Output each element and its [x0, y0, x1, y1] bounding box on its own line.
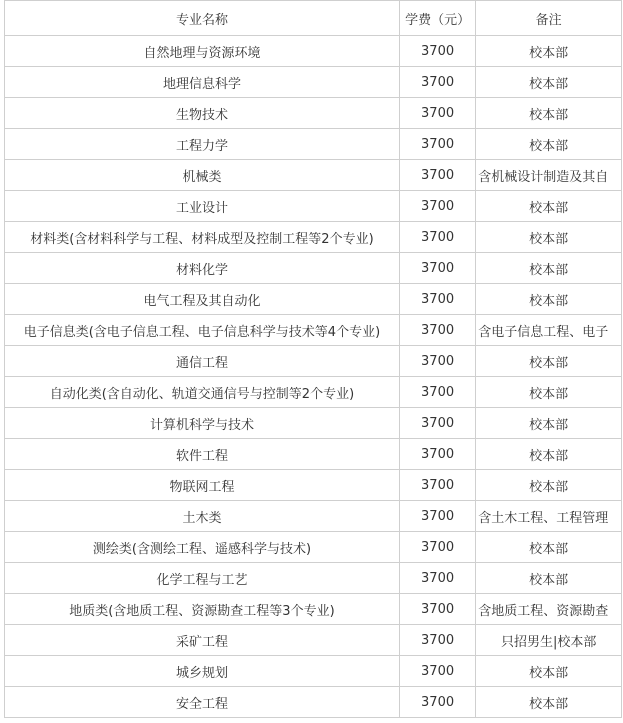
table-row	[5, 408, 622, 439]
major-name-cell: 自然地理与资源环境	[5, 36, 400, 67]
table-row	[5, 656, 622, 687]
major-name-cell: 通信工程	[5, 346, 400, 377]
major-name-cell: 地质类(含地质工程、资源勘查工程等3个专业)	[5, 594, 400, 625]
tuition-cell: 3700	[399, 532, 475, 563]
table-row	[5, 687, 622, 718]
major-name-cell: 计算机科学与技术	[5, 408, 400, 439]
major-name-cell: 自动化类(含自动化、轨道交通信号与控制等2个专业)	[5, 377, 400, 408]
major-name-cell: 物联网工程	[5, 470, 400, 501]
tuition-cell: 3700	[399, 160, 475, 191]
major-name-cell: 工程力学	[5, 129, 400, 160]
remarks-cell: 校本部	[476, 284, 622, 315]
major-name-cell: 地理信息科学	[5, 67, 400, 98]
remarks-cell: 校本部	[476, 346, 622, 377]
major-name-cell: 土木类	[5, 501, 400, 532]
major-name-cell: 机械类	[5, 160, 400, 191]
tuition-cell: 3700	[399, 687, 475, 718]
remarks-cell: 校本部	[476, 656, 622, 687]
tuition-cell: 3700	[399, 36, 475, 67]
table-body	[5, 36, 622, 718]
remarks-cell: 校本部	[476, 222, 622, 253]
major-name-cell: 材料类(含材料科学与工程、材料成型及控制工程等2个专业)	[5, 222, 400, 253]
table-row	[5, 470, 622, 501]
table-row	[5, 439, 622, 470]
remarks-cell: 校本部	[476, 408, 622, 439]
remarks-cell: 只招男生|校本部	[476, 625, 622, 656]
tuition-cell: 3700	[399, 222, 475, 253]
tuition-cell: 3700	[399, 408, 475, 439]
remarks-cell: 校本部	[476, 67, 622, 98]
table-row	[5, 532, 622, 563]
table-row	[5, 160, 622, 191]
tuition-cell: 3700	[399, 656, 475, 687]
remarks-cell: 校本部	[476, 470, 622, 501]
remarks-cell: 校本部	[476, 253, 622, 284]
table-row	[5, 284, 622, 315]
major-name-cell: 软件工程	[5, 439, 400, 470]
table-row	[5, 594, 622, 625]
major-name-cell: 电气工程及其自动化	[5, 284, 400, 315]
remarks-cell: 校本部	[476, 36, 622, 67]
major-name-cell: 化学工程与工艺	[5, 563, 400, 594]
major-name-cell: 测绘类(含测绘工程、遥感科学与技术)	[5, 532, 400, 563]
tuition-cell: 3700	[399, 594, 475, 625]
remarks-cell: 校本部	[476, 129, 622, 160]
major-name-cell: 生物技术	[5, 98, 400, 129]
header-major-name: 专业名称	[5, 1, 400, 36]
tuition-cell: 3700	[399, 191, 475, 222]
tuition-cell: 3700	[399, 253, 475, 284]
tuition-cell: 3700	[399, 67, 475, 98]
table-row	[5, 67, 622, 98]
remarks-cell: 含土木工程、工程管理	[476, 501, 622, 532]
major-name-cell: 电子信息类(含电子信息工程、电子信息科学与技术等4个专业)	[5, 315, 400, 346]
remarks-cell: 校本部	[476, 377, 622, 408]
remarks-cell: 校本部	[476, 563, 622, 594]
major-name-cell: 工业设计	[5, 191, 400, 222]
table-row	[5, 346, 622, 377]
table-row	[5, 222, 622, 253]
table-row	[5, 36, 622, 67]
table-row	[5, 377, 622, 408]
table-row	[5, 191, 622, 222]
tuition-cell: 3700	[399, 377, 475, 408]
major-name-cell: 安全工程	[5, 687, 400, 718]
tuition-cell: 3700	[399, 284, 475, 315]
table-row	[5, 253, 622, 284]
tuition-table	[4, 0, 622, 718]
tuition-cell: 3700	[399, 98, 475, 129]
tuition-cell: 3700	[399, 501, 475, 532]
table-row	[5, 98, 622, 129]
header-remarks: 备注	[476, 1, 622, 36]
table-row	[5, 563, 622, 594]
tuition-cell: 3700	[399, 470, 475, 501]
tuition-cell: 3700	[399, 346, 475, 377]
tuition-cell: 3700	[399, 439, 475, 470]
table-row	[5, 129, 622, 160]
remarks-cell: 含地质工程、资源勘查	[476, 594, 622, 625]
remarks-cell: 校本部	[476, 191, 622, 222]
header-tuition: 学费（元）	[399, 1, 475, 36]
remarks-cell: 校本部	[476, 439, 622, 470]
remarks-cell: 校本部	[476, 532, 622, 563]
tuition-cell: 3700	[399, 625, 475, 656]
major-name-cell: 材料化学	[5, 253, 400, 284]
major-name-cell: 采矿工程	[5, 625, 400, 656]
table-row	[5, 625, 622, 656]
remarks-cell: 校本部	[476, 687, 622, 718]
tuition-cell: 3700	[399, 563, 475, 594]
table-row	[5, 315, 622, 346]
table-header-row	[5, 1, 622, 36]
remarks-cell: 含电子信息工程、电子	[476, 315, 622, 346]
table-row	[5, 501, 622, 532]
remarks-cell: 校本部	[476, 98, 622, 129]
tuition-cell: 3700	[399, 129, 475, 160]
major-name-cell: 城乡规划	[5, 656, 400, 687]
remarks-cell: 含机械设计制造及其自	[476, 160, 622, 191]
tuition-cell: 3700	[399, 315, 475, 346]
